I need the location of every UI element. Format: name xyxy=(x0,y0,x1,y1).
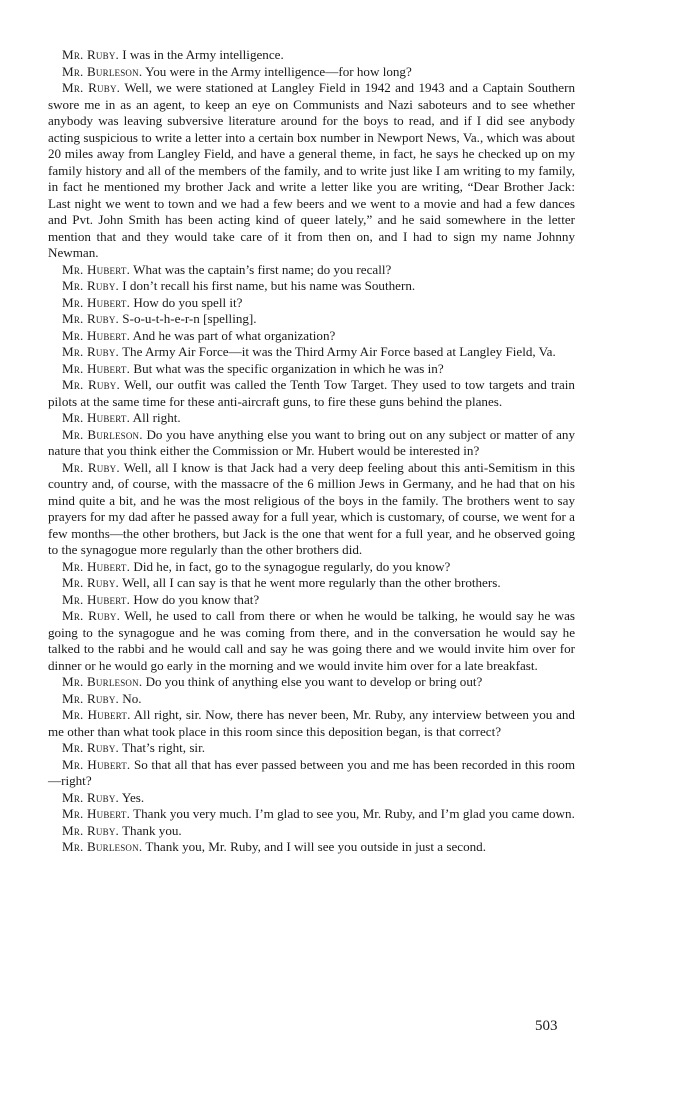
transcript-paragraph xyxy=(48,47,575,64)
transcript-paragraph xyxy=(48,427,575,460)
statement-text: Well, we were stationed at Langley Field in 1942 and 1943 and a Captain Southern swore me in as an agent, to keep an eye on Communists and Nazi saboteurs and to see whether anybody was leaving subversive literature around for the boys to read, and if I did see anybody acting suspicious to write a letter into a certain box number in Newport News, Va., which was about 20 miles away from Langley Field, and have a general theme, in fact, he says he checked up on my family history and all of the members of the family, and to write just like I am writing to my family, in fact he mentioned my brother Jack and write a letter like you are writing, “Dear Brother Jack: Last night we went to town and we had a few beers and we went to a movie and had a few dances and Pvt. John Smith has been acting kind of queer lately,” and he said somewhere in the letter mention that and they would take care of it from then on, and I had to sign my name Johnny Newman. xyxy=(48,80,575,260)
page-number: 503 xyxy=(535,1018,558,1034)
statement-text: All right. xyxy=(132,410,181,425)
speaker-name: Mr. Ruby. xyxy=(62,80,121,95)
transcript-paragraph xyxy=(48,757,575,790)
statement-text: All right, sir. Now, there has never been, Mr. Ruby, any interview between you and me other than what took place in this room since this deposition began, is that correct? xyxy=(48,707,575,739)
speaker-name: Mr. Burleson. xyxy=(62,426,143,442)
statement-text: That’s right, sir. xyxy=(122,740,205,755)
speaker-name: Mr. Ruby. xyxy=(62,575,120,590)
speaker-name: Mr. Hubert. xyxy=(62,410,131,425)
speaker-name: Mr. Hubert. xyxy=(62,261,131,277)
speaker-name: Mr. Hubert. xyxy=(62,756,131,772)
speaker-name: Mr. Hubert. xyxy=(62,806,131,821)
transcript-paragraph xyxy=(48,674,575,691)
transcript-paragraph xyxy=(48,608,575,674)
speaker-name: Mr. Burleson. xyxy=(62,839,143,854)
transcript-paragraph xyxy=(48,295,575,312)
transcript-paragraph xyxy=(48,740,575,757)
statement-text: But what was the specific organization in which he was in? xyxy=(133,360,444,376)
speaker-name: Mr. Ruby. xyxy=(62,608,121,623)
statement-text: You were in the Army intelligence—for how long? xyxy=(145,63,412,79)
transcript-paragraph xyxy=(48,592,575,609)
transcript-paragraph xyxy=(48,460,575,559)
speaker-name: Mr. Ruby. xyxy=(62,278,120,293)
speaker-name: Mr. Hubert. xyxy=(62,591,131,607)
transcript-paragraph xyxy=(48,790,575,807)
statement-text: Did he, in fact, go to the synagogue regularly, do you know? xyxy=(133,558,451,574)
transcript-paragraph xyxy=(48,377,575,410)
statement-text: Yes. xyxy=(121,789,145,805)
statement-text: And he was part of what organization? xyxy=(132,327,336,343)
speaker-name: Mr. Ruby. xyxy=(62,311,120,326)
transcript-paragraph xyxy=(48,823,575,840)
transcript-page xyxy=(48,47,575,856)
speaker-name: Mr. Hubert. xyxy=(62,294,131,310)
speaker-name: Mr. Hubert. xyxy=(62,558,131,574)
speaker-name: Mr. Burleson. xyxy=(62,63,143,79)
speaker-name: Mr. Ruby. xyxy=(62,789,120,805)
statement-text: Well, he used to call from there or when he would be talking, he would say he was going to the synagogue and he was coming from there, and in the conversation he would say he talked to the rabbi and he would call and say he was going there and we would invite him over for dinner or he would go early in the morning and we would invite him over for a late breakfast. xyxy=(48,608,575,673)
statement-text: Do you think of anything else you want to develop or bring out? xyxy=(145,674,483,689)
transcript-paragraph xyxy=(48,80,575,262)
speaker-name: Mr. Burleson. xyxy=(62,674,143,689)
statement-text: Thank you, Mr. Ruby, and I will see you outside in just a second. xyxy=(145,839,486,854)
statement-text: The Army Air Force—it was the Third Army Air Force based at Langley Field, Va. xyxy=(122,344,556,359)
transcript-paragraph xyxy=(48,691,575,708)
transcript-paragraph xyxy=(48,361,575,378)
speaker-name: Mr. Ruby. xyxy=(62,377,120,392)
statement-text: No. xyxy=(122,690,142,706)
speaker-name: Mr. Ruby. xyxy=(62,690,120,706)
transcript-paragraph xyxy=(48,64,575,81)
speaker-name: Mr. Hubert. xyxy=(62,360,131,376)
statement-text: Well, our outfit was called the Tenth Tow Target. They used to tow targets and train pilots at the same time for these anti-aircraft guns, to fire these guns behind the planes. xyxy=(48,377,575,409)
transcript-paragraph xyxy=(48,559,575,576)
speaker-name: Mr. Ruby. xyxy=(62,459,120,475)
transcript-paragraph xyxy=(48,262,575,279)
speaker-name: Mr. Hubert. xyxy=(62,327,131,343)
transcript-paragraph xyxy=(48,410,575,427)
transcript-paragraph xyxy=(48,707,575,740)
statement-text: How do you know that? xyxy=(133,591,260,607)
transcript-paragraph xyxy=(48,328,575,345)
statement-text: What was the captain’s first name; do you recall? xyxy=(133,261,392,277)
speaker-name: Mr. Ruby. xyxy=(62,47,120,62)
transcript-paragraph xyxy=(48,278,575,295)
statement-text: Well, all I can say is that he went more regularly than the other brothers. xyxy=(122,575,501,590)
speaker-name: Mr. Ruby. xyxy=(62,740,120,755)
speaker-name: Mr. Hubert. xyxy=(62,707,131,722)
speaker-name: Mr. Ruby. xyxy=(62,822,120,838)
statement-text: I don’t recall his first name, but his name was Southern. xyxy=(122,278,416,293)
transcript-paragraph xyxy=(48,806,575,823)
transcript-paragraph xyxy=(48,311,575,328)
statement-text: I was in the Army intelligence. xyxy=(122,47,284,62)
speaker-name: Mr. Ruby. xyxy=(62,344,120,359)
transcript-paragraph xyxy=(48,839,575,856)
statement-text: Thank you. xyxy=(122,822,182,838)
transcript-paragraph xyxy=(48,575,575,592)
statement-text: How do you spell it? xyxy=(133,294,243,310)
statement-text: Do you have anything else you want to bring out on any subject or matter of any nature that you think either the Commission or Mr. Hubert would be interested in? xyxy=(48,426,575,458)
statement-text: S-o-u-t-h-e-r-n [spelling]. xyxy=(122,311,257,326)
transcript-paragraph xyxy=(48,344,575,361)
statement-text: So that all that has ever passed between you and me has been recorded in this room—right? xyxy=(48,756,576,788)
statement-text: Well, all I know is that Jack had a very deep feeling about this anti-Semitism in this country and, of course, with the massacre of the 6 million Jews in Germany, and he had that on his mind quite a bit, and he was the most religious of the boys in the family. The brothers went to say prayers for my dad after he passed away for a full year, which is customary, of course, we went for a few months—the other brothers, but Jack is the one that went for a full year, and he observed going to the synagogue more regularly than the other brothers did. xyxy=(48,459,575,557)
statement-text: Thank you very much. I’m glad to see you, Mr. Ruby, and I’m glad you came down. xyxy=(133,806,575,821)
